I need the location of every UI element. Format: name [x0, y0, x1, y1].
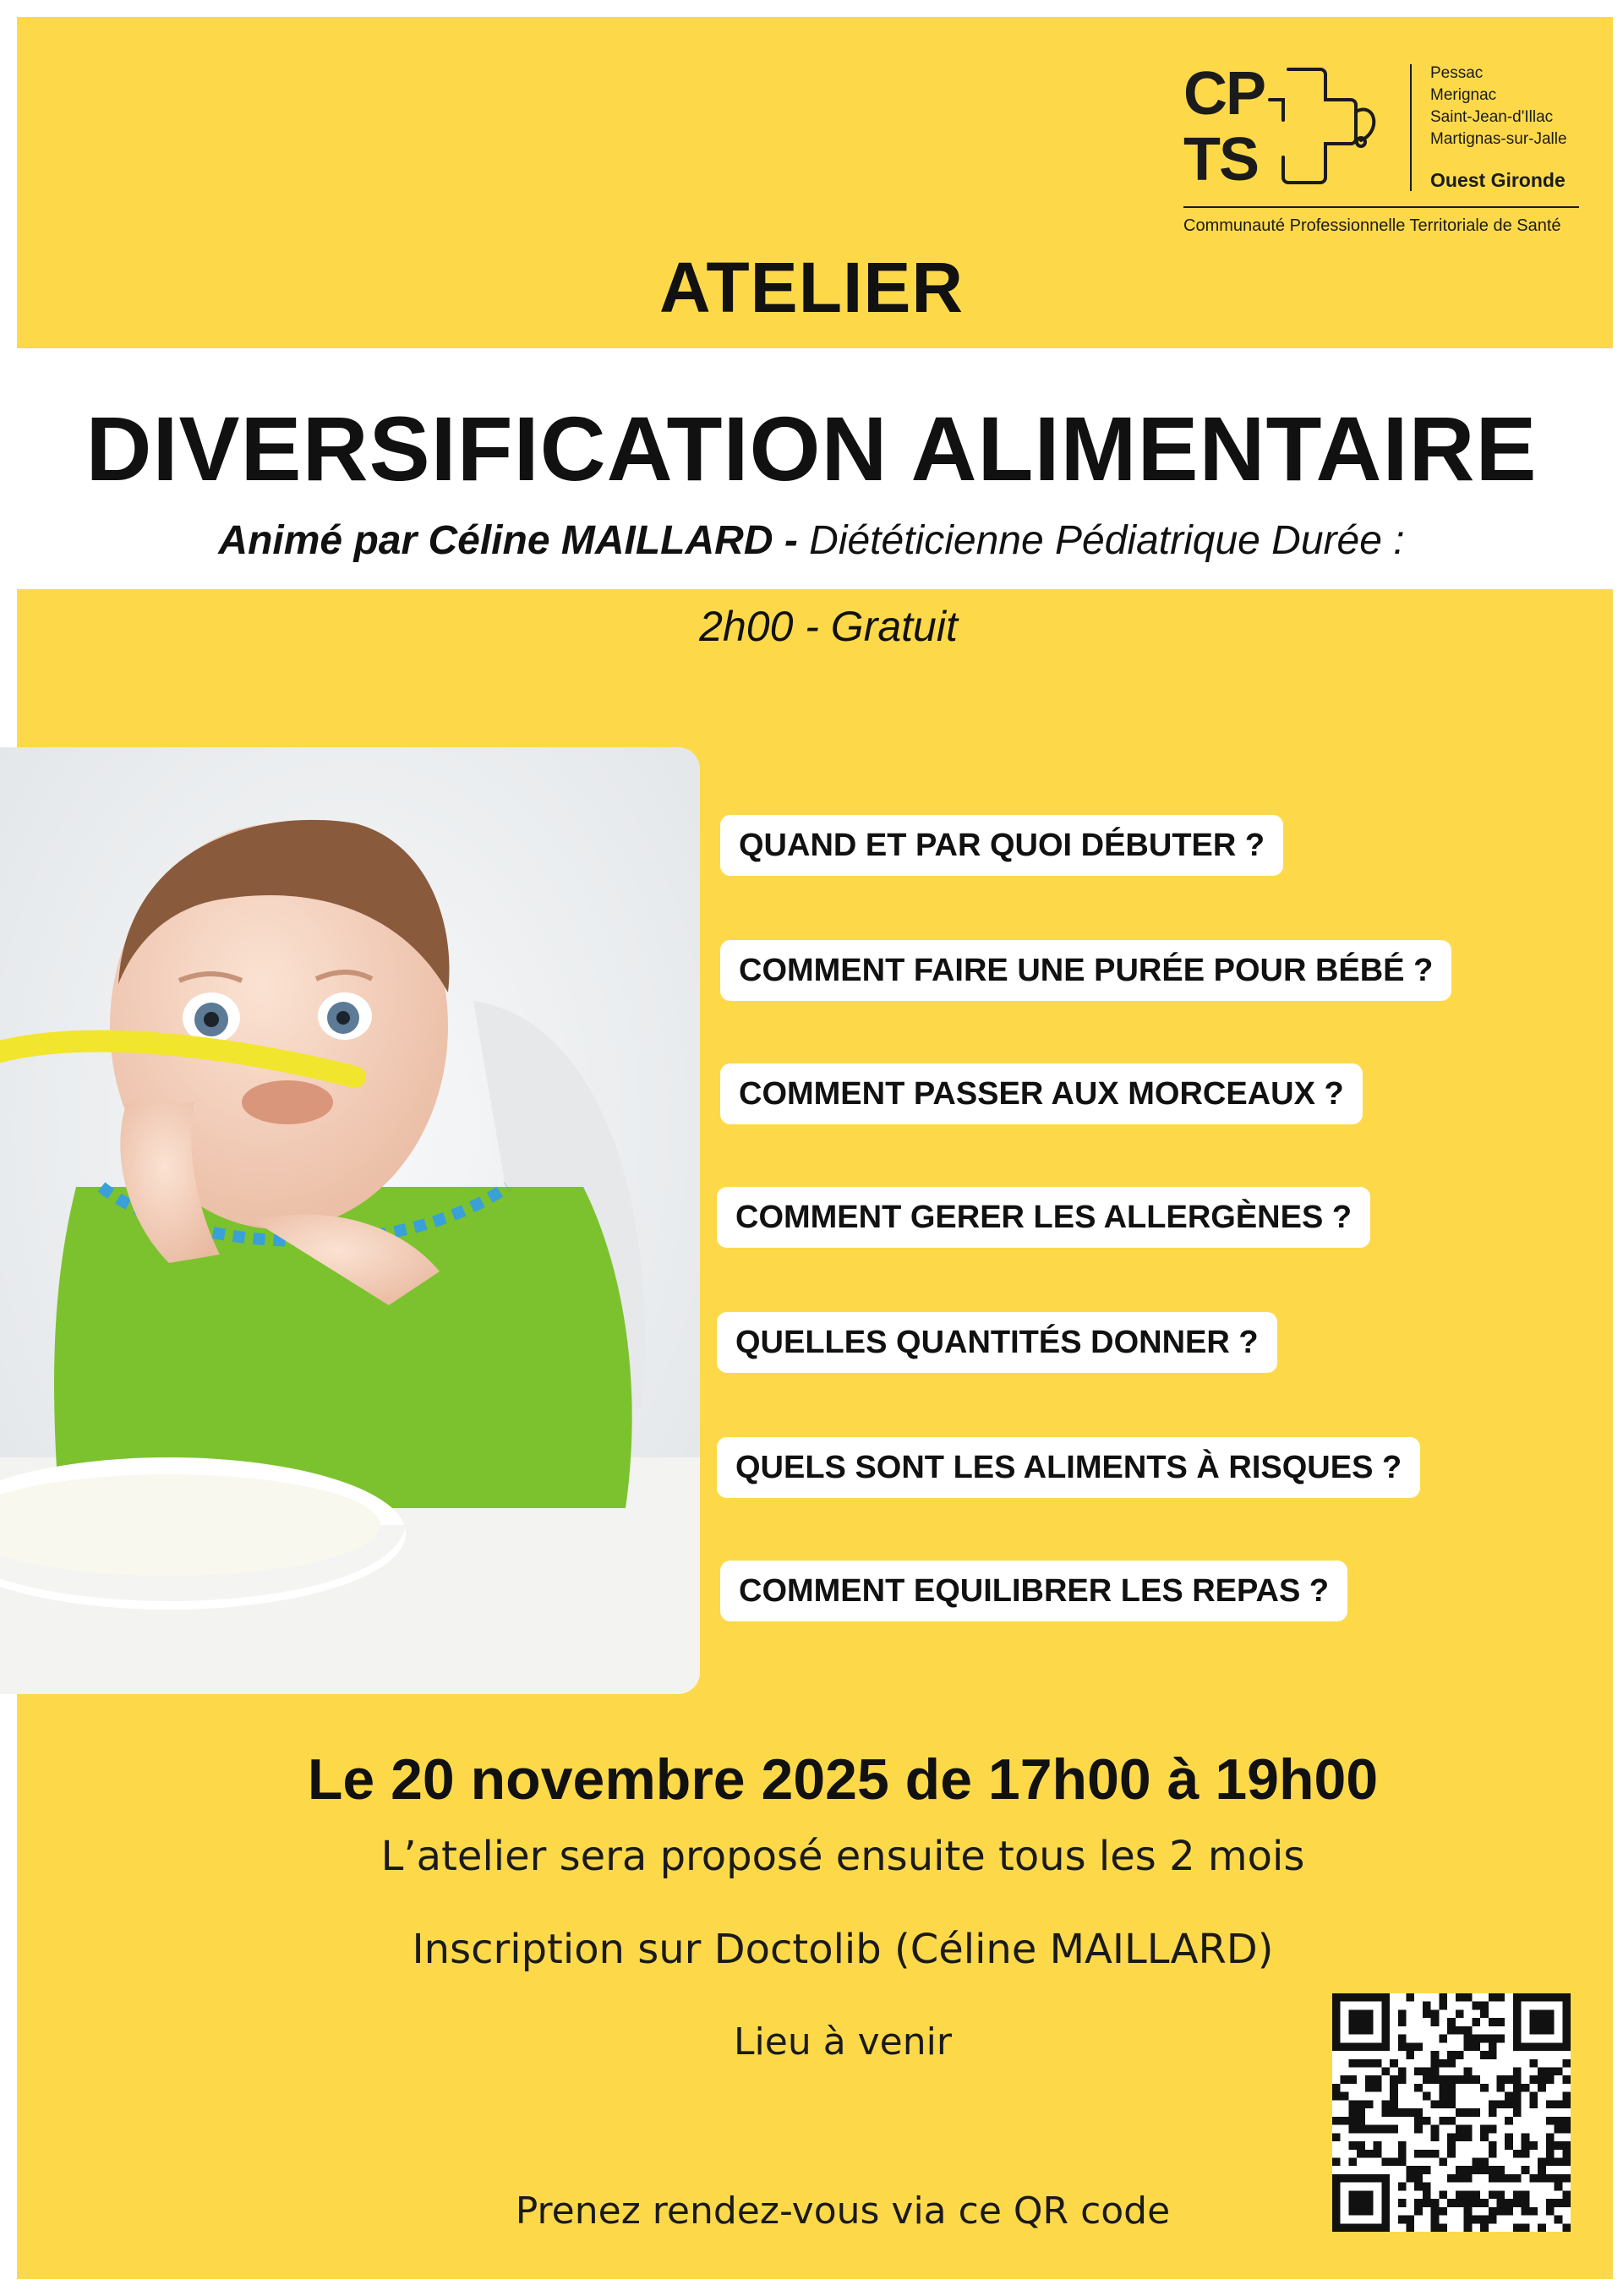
location-text: Lieu à venir [734, 2020, 952, 2064]
logo-places [1430, 63, 1567, 150]
qr-modules [1332, 1993, 1571, 2232]
duration-text: 2h00 - Gratuit [699, 603, 958, 650]
qr-code-pattern [1332, 1993, 1571, 2232]
logo-place: Merignac [1430, 86, 1497, 104]
presenter-name: Animé par Céline MAILLARD - [218, 518, 798, 563]
question-item: COMMENT PASSER AUX MORCEAUX ? [720, 1063, 1363, 1124]
baby-illustration [0, 747, 700, 1694]
logo-subtitle: Communauté Professionnelle Territoriale de Santé [1183, 216, 1561, 235]
presenter-role: Diététicienne Pédiatrique Durée : [809, 518, 1405, 563]
recurrence-text: L’atelier sera proposé ensuite tous les 2 mois [380, 1833, 1305, 1880]
registration-text: Inscription sur Doctolib (Céline MAILLARD) [412, 1926, 1274, 1973]
logo-region: Ouest Gironde [1430, 169, 1566, 191]
qr-caption: Prenez rendez-vous via ce QR code [515, 2189, 1171, 2233]
question-item: COMMENT GERER LES ALLERGÈNES ? [717, 1187, 1370, 1248]
logo-place: Saint-Jean-d'Illac [1430, 108, 1554, 126]
logo-letters-top: CP [1183, 60, 1265, 128]
logo-letters-bottom: TS [1183, 126, 1259, 194]
logo-divider [1410, 64, 1412, 191]
question-item: QUELLES QUANTITÉS DONNER ? [717, 1312, 1277, 1373]
logo-letters [1183, 61, 1265, 193]
logo-place: Martignas-sur-Jalle [1430, 130, 1567, 148]
page-title: DIVERSIFICATION ALIMENTAIRE [85, 397, 1538, 500]
question-item: COMMENT FAIRE UNE PURÉE POUR BÉBÉ ? [720, 940, 1451, 1001]
question-item: QUAND ET PAR QUOI DÉBUTER ? [720, 815, 1283, 876]
question-item: COMMENT EQUILIBRER LES REPAS ? [720, 1561, 1347, 1621]
question-item: QUELS SONT LES ALIMENTS À RISQUES ? [717, 1437, 1420, 1498]
logo-place: Pessac [1430, 64, 1484, 82]
cpts-logo [1183, 61, 1581, 247]
baby-eating-photo [0, 747, 700, 1694]
event-date: Le 20 novembre 2025 de 17h00 à 19h00 [307, 1747, 1379, 1812]
presenter-line [0, 517, 1623, 564]
qr-code[interactable] [1332, 1993, 1571, 2232]
atelier-heading: ATELIER [658, 248, 965, 327]
logo-underline [1183, 206, 1579, 208]
medical-cross-icon [1254, 61, 1390, 196]
